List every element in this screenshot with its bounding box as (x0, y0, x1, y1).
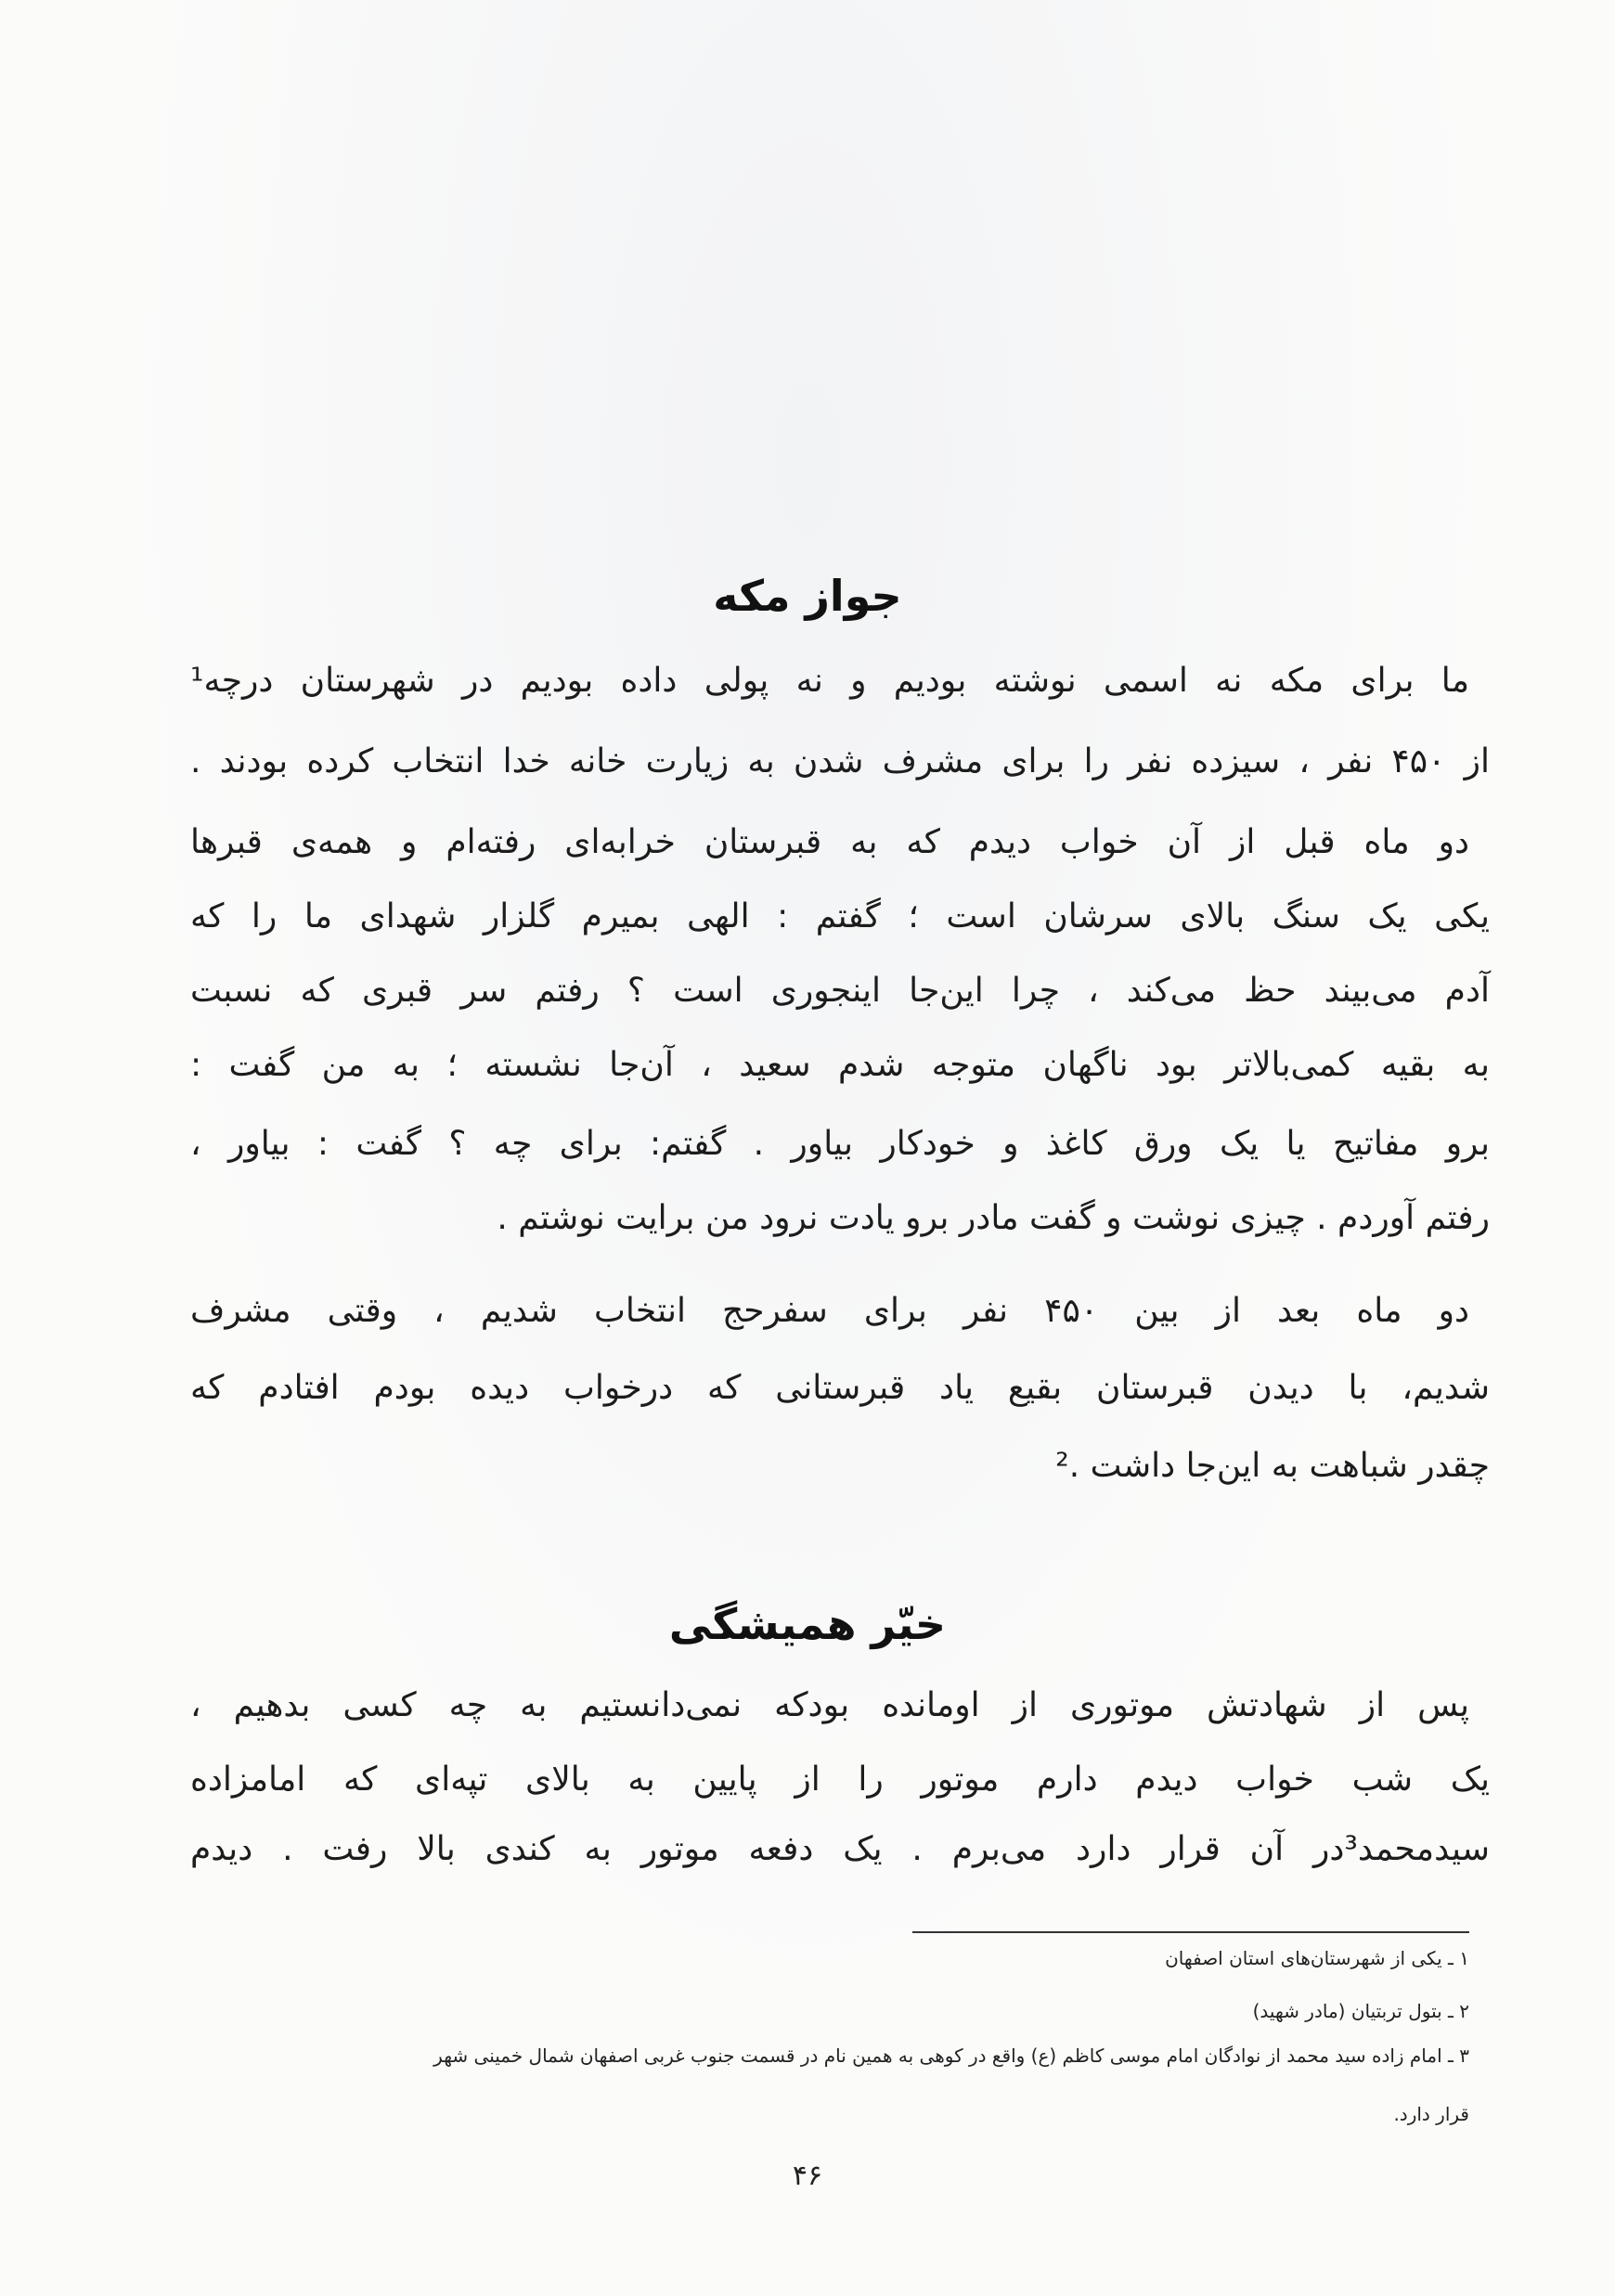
footnote-3: ۳ ـ امام زاده سید محمد از نوادگان امام موسی کاظم (ع) واقع در کوهی به همین نام در قسمت جنوب غربی اصفهان شمال خمینی شهر (433, 2044, 1469, 2067)
footnote-3-continuation: قرار دارد. (1393, 2103, 1469, 2125)
footnote-2: ۲ ـ بتول تربتیان (مادر شهید) (1252, 2000, 1469, 2022)
body-line: رفتم آوردم . چیزی نوشت و گفت مادر برو یادت نرود من برایت نوشتم . (497, 1199, 1490, 1237)
body-line: چقدر شباهت به این‌جا داشت .² (1055, 1447, 1490, 1485)
section-title-javaz-makkeh: جواز مکه (713, 571, 902, 621)
footnote-divider (912, 1931, 1469, 1933)
page-number: ۴۶ (792, 2160, 823, 2192)
body-line: پس از شهادتش موتوری از اومانده بودکه نمی‌دانستیم به چه کسی بدهیم ، (190, 1686, 1469, 1724)
body-line: دو ماه بعد از بین ۴۵۰ نفر برای سفرحج انتخاب شدیم ، وقتی مشرف (190, 1292, 1469, 1330)
body-line: یک شب خواب دیدم دارم موتور را از پایین به بالای تپه‌ای که امامزاده (190, 1761, 1490, 1799)
body-line: سیدمحمد³در آن قرار دارد می‌برم . یک دفعه موتور به کندی بالا رفت . دیدم (190, 1830, 1490, 1868)
body-line: از ۴۵۰ نفر ، سیزده نفر را برای مشرف شدن به زیارت خانه خدا انتخاب کرده بودند . (190, 742, 1490, 780)
body-line: یکی یک سنگ بالای سرشان است ؛ گفتم : الهی بمیرم گلزار شهدای ما را که (190, 897, 1490, 935)
footnote-1: ۱ ـ یکی از شهرستان‌های استان اصفهان (1165, 1947, 1469, 1969)
body-line: آدم می‌بیند حظ می‌کند ، چرا این‌جا اینجوری است ؟ رفتم سر قبری که نسبت (190, 972, 1490, 1010)
body-line: به بقیه کمی‌بالاتر بود ناگهان متوجه شدم سعید ، آن‌جا نشسته ؛ به من گفت : (190, 1046, 1490, 1084)
body-line: شدیم، با دیدن قبرستان بقیع یاد قبرستانی که درخواب دیده بودم افتادم که (190, 1369, 1490, 1407)
body-line: دو ماه قبل از آن خواب دیدم که به قبرستان خرابه‌ای رفته‌ام و همه‌ی قبرها (190, 823, 1469, 861)
body-line: ما برای مکه نه اسمی نوشته بودیم و نه پولی داده بودیم در شهرستان درچه¹ (190, 662, 1469, 700)
section-title-khayyer-hamishegi: خیّر همیشگی (668, 1599, 947, 1649)
body-line: برو مفاتیح یا یک ورق کاغذ و خودکار بیاور . گفتم: برای چه ؟ گفت : بیاور ، (190, 1125, 1490, 1163)
